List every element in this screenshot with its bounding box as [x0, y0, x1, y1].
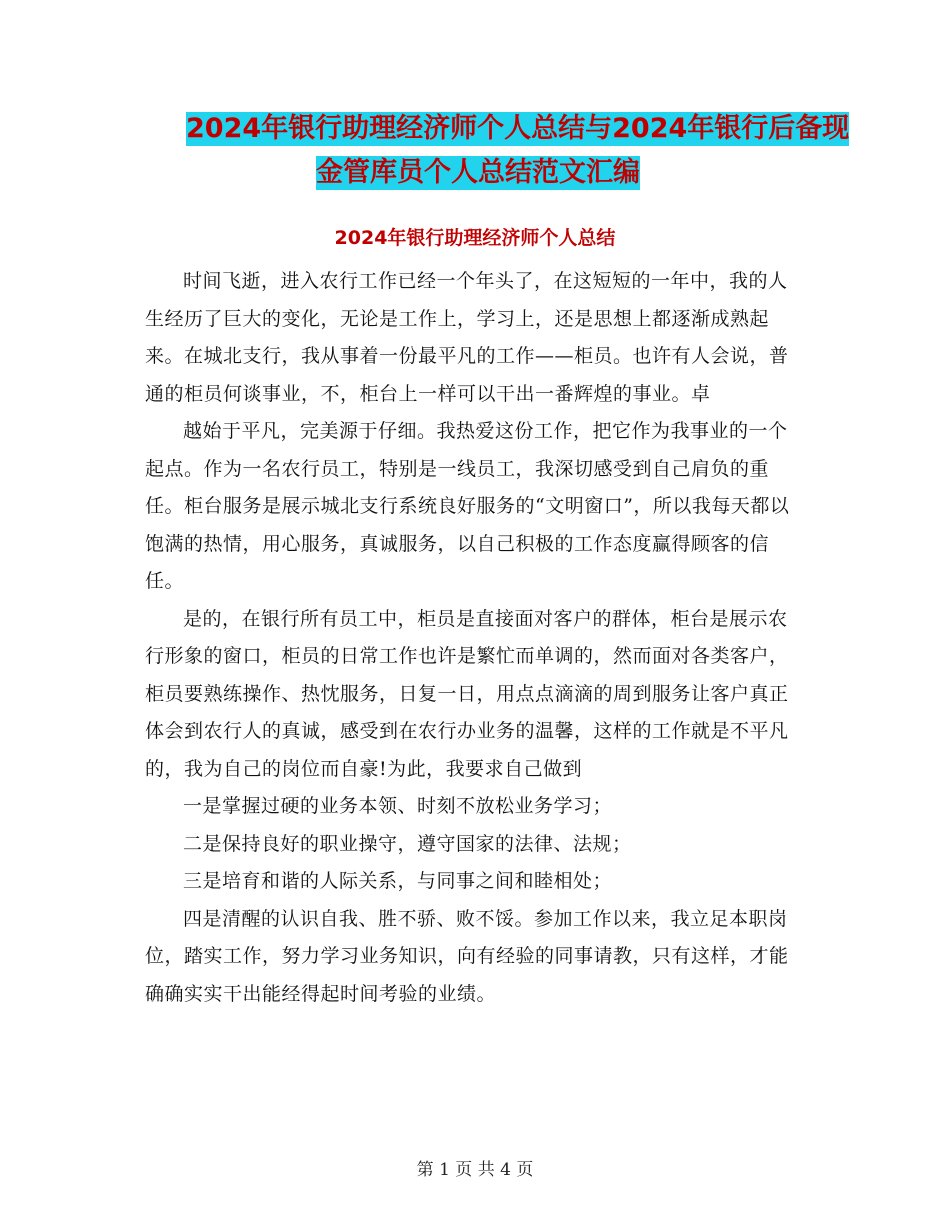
title-line-1: 2024年银行助理经济师个人总结与2024年银行后备现: [186, 113, 850, 144]
title-line-2: 金管库员个人总结范文汇编: [316, 157, 640, 188]
document-body: [145, 263, 797, 1013]
list-item-2: 二是保持良好的职业操守，遵守国家的法律、法规；: [183, 832, 632, 855]
paragraph-3: 是的，在银行所有员工中，柜员是直接面对客户的群体，柜台是展示农行形象的窗口，柜员的日常工作也许是繁忙而单调的，然而面对各类客户，柜员要熟练操作、热忱服务，日复一日，用点点滴滴的周到服务让客户真正体会到农行人的真诚，感受到在农行办业务的温馨，这样的工作就是不平凡的，我为自己的岗位而自豪!为此，我要求自己做到: [145, 607, 789, 780]
page-footer: 第 1 页 共 4 页: [416, 1160, 534, 1180]
section-heading: 2024年银行助理经济师个人总结: [334, 227, 616, 249]
list-item-3: 三是培育和谐的人际关系，与同事之间和睦相处；: [183, 870, 613, 892]
list-item-1: 一是掌握过硬的业务本领、时刻不放松业务学习；: [183, 795, 613, 817]
paragraph-1: 时间飞逝，进入农行工作已经一个年头了，在这短短的一年中，我的人生经历了巨大的变化，无论是工作上，学习上，还是思想上都逐渐成熟起来。在城北支行，我从事着一份最平凡的工作——柜员。也许有人会说，普通的柜员何谈事业，不，柜台上一样可以干出一番辉煌的事业。卓: [145, 270, 789, 405]
list-item-4: 四是清醒的认识自我、胜不骄、败不馁。参加工作以来，我立足本职岗位，踏实工作，努力学习业务知识，向有经验的同事请教，只有这样，才能确确实实干出能经得起时间考验的业绩。: [145, 907, 789, 1005]
paragraph-2: 越始于平凡，完美源于仔细。我热爱这份工作，把它作为我事业的一个起点。作为一名农行员工，特别是一线员工，我深切感受到自己肩负的重任。柜台服务是展示城北支行系统良好服务的“文明窗口”，所以我每天都以饱满的热情，用心服务，真诚服务，以自己积极的工作态度赢得顾客的信任。: [145, 420, 790, 592]
